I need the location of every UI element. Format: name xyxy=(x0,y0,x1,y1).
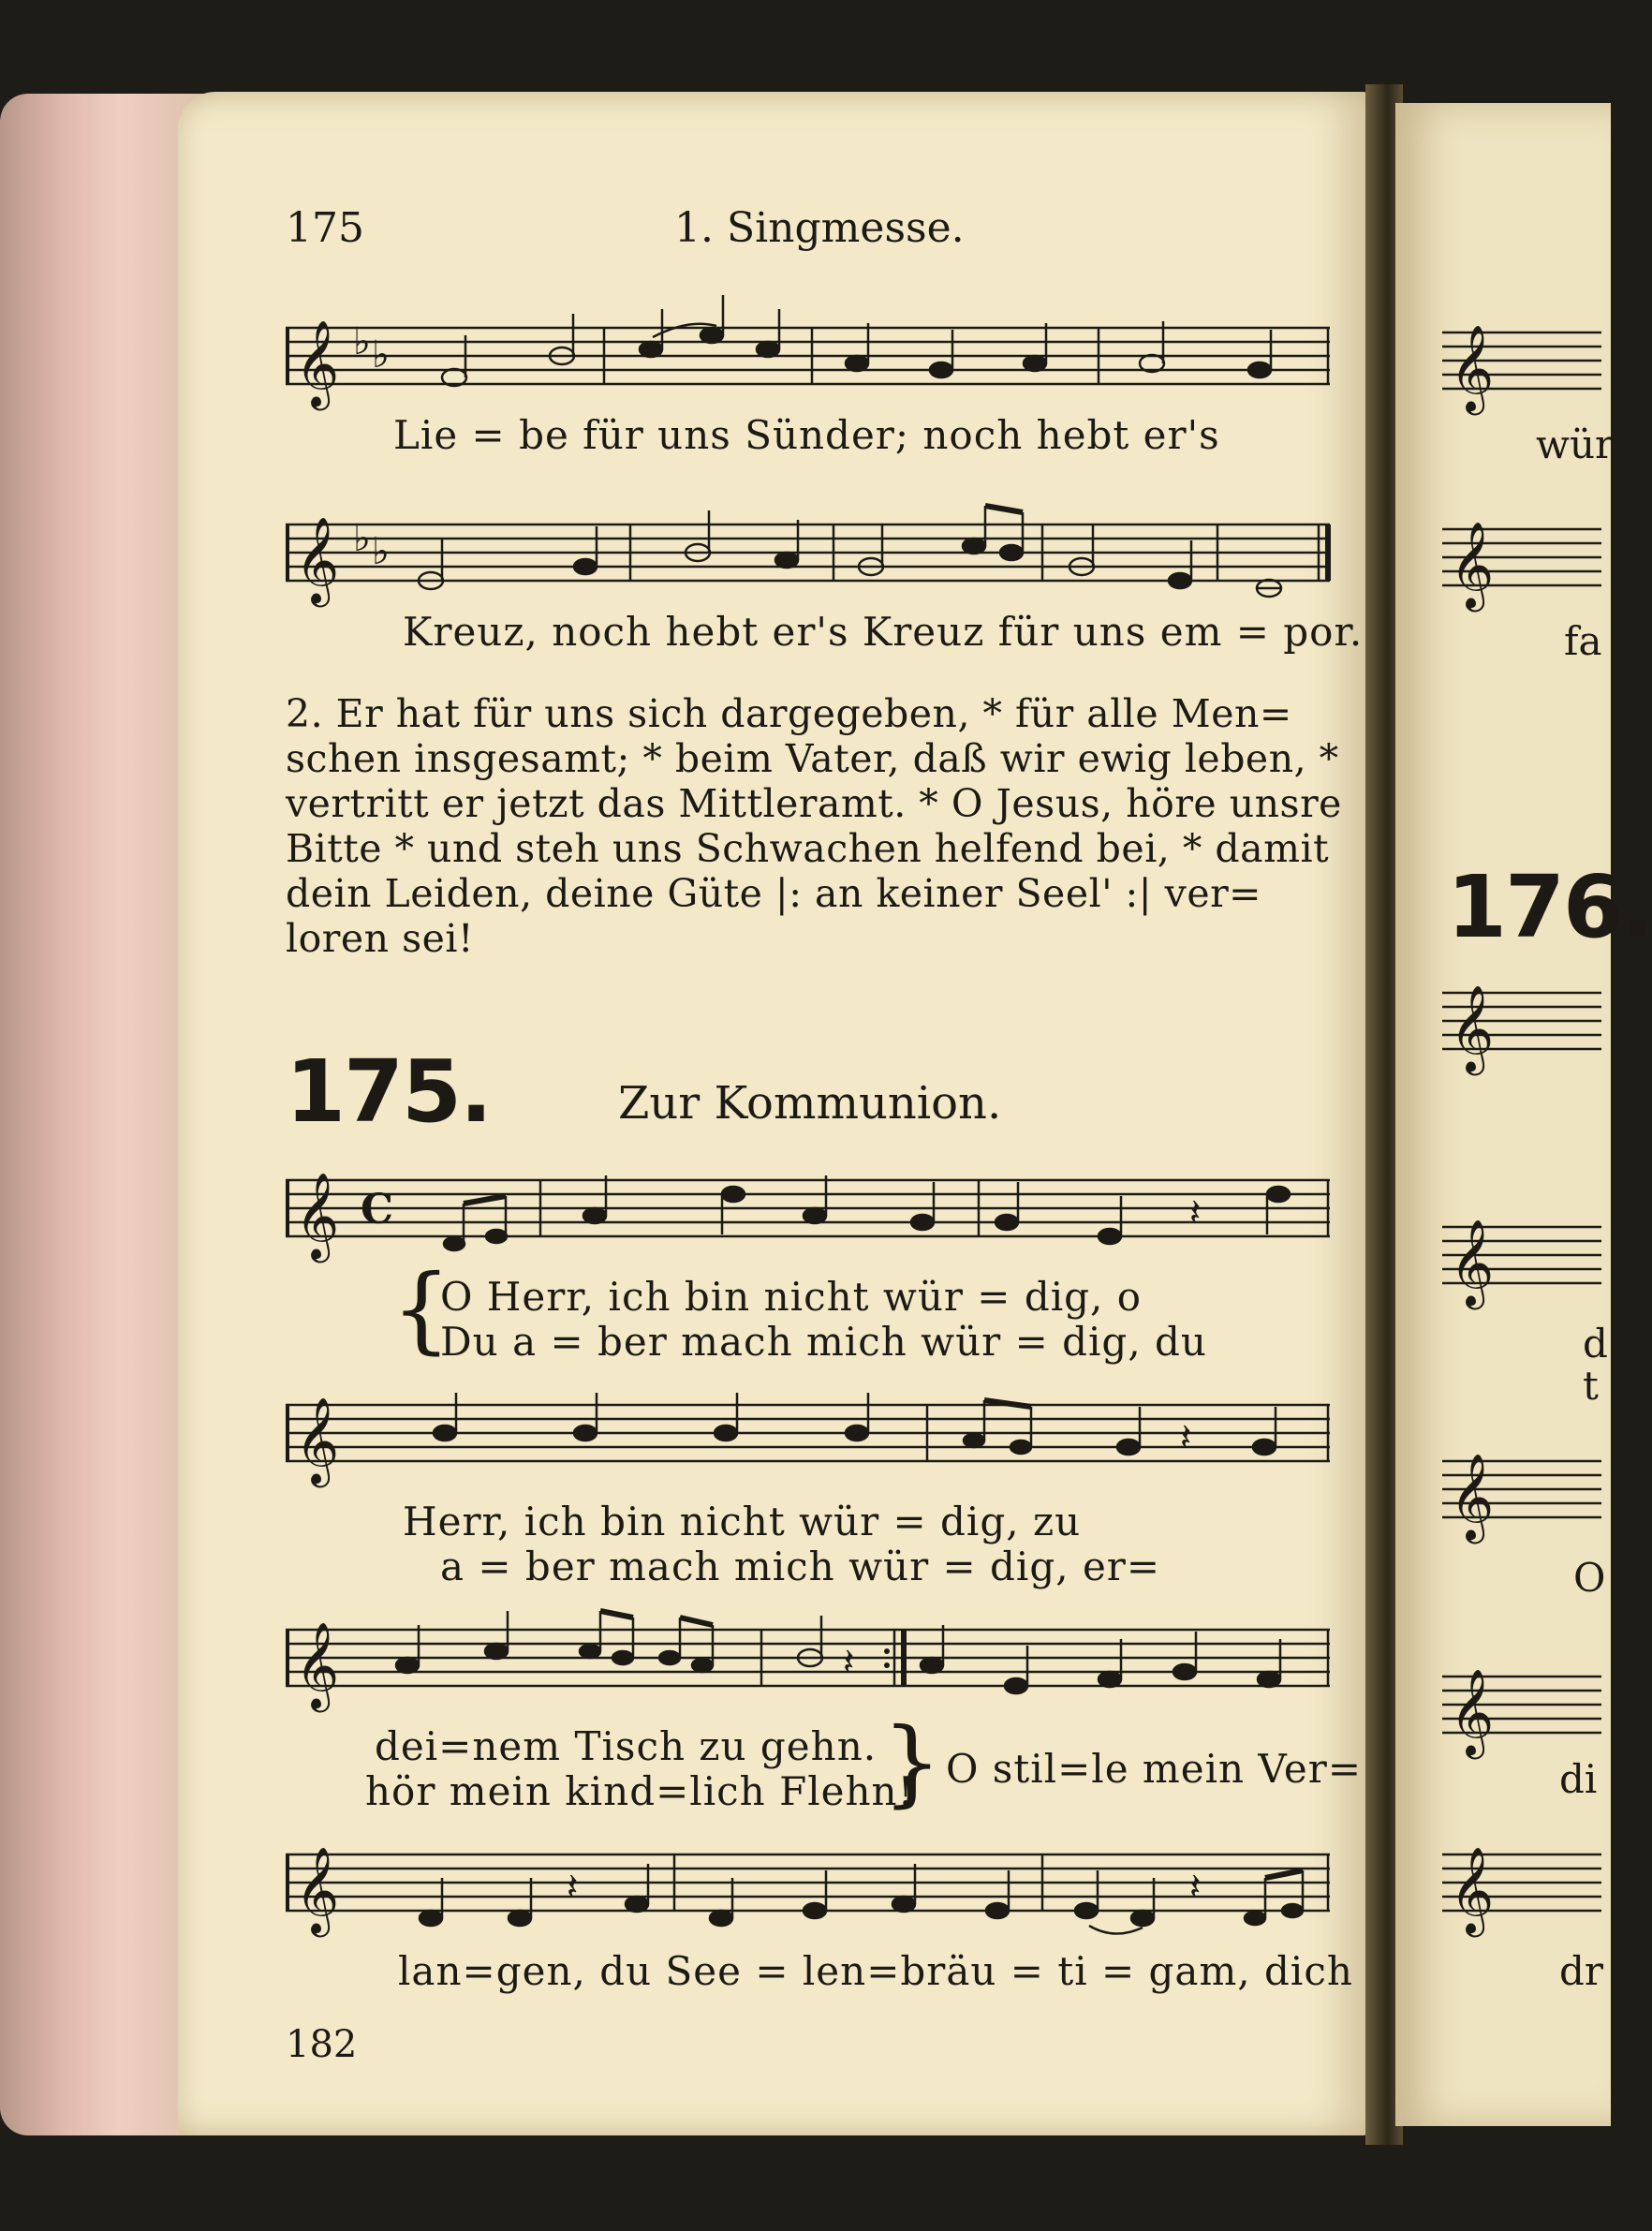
svg-text:𝄞: 𝄞 xyxy=(1450,984,1495,1071)
svg-text:𝄽: 𝄽 xyxy=(567,1866,579,1909)
svg-text:𝄞: 𝄞 xyxy=(295,1396,340,1484)
svg-text:𝄽: 𝄽 xyxy=(1189,1866,1202,1909)
svg-text:𝄞: 𝄞 xyxy=(295,516,340,603)
svg-text:𝄽: 𝄽 xyxy=(1189,1191,1202,1234)
lyric-hymn-1b: Du a = ber mach mich wür = dig, du xyxy=(440,1319,1207,1365)
lyric-line-top-1: Lie = be für uns Sünder; noch hebt er's xyxy=(393,412,1220,458)
verse-line-2: schen insgesamt; * beim Vater, daß wir ewig leben, * xyxy=(286,736,1339,781)
brace-system-5: } xyxy=(882,1707,942,1817)
header-section-title: 1. Singmesse. xyxy=(674,204,965,252)
verse-line-4: Bitte * und steh uns Schwachen helfend bei, * damit xyxy=(286,826,1330,871)
brace-system-3: { xyxy=(391,1254,451,1364)
svg-text:𝄞: 𝄞 xyxy=(295,1172,340,1259)
hymn-title: Zur Kommunion. xyxy=(618,1077,1002,1130)
lyric-hymn-4a: lan=gen, du See = len=bräu = ti = gam, dich xyxy=(398,1948,1353,1994)
right-staff-fragments xyxy=(1442,0,1601,2231)
music-staff-5 xyxy=(286,1611,1330,1723)
lyric-line-top-2: Kreuz, noch hebt er's Kreuz für uns em = por. xyxy=(403,609,1364,655)
svg-text:C: C xyxy=(361,1186,394,1234)
right-fragment-5: O xyxy=(1573,1555,1606,1601)
right-fragment-2: fa xyxy=(1564,618,1602,664)
svg-text:𝄞: 𝄞 xyxy=(1450,521,1495,608)
lyric-hymn-1a: O Herr, ich bin nicht wür = dig, o xyxy=(440,1274,1143,1320)
right-fragment-7: dr xyxy=(1559,1948,1603,1994)
svg-text:𝄞: 𝄞 xyxy=(295,1621,340,1708)
verse-line-6: loren sei! xyxy=(286,916,474,961)
lyric-hymn-2b: a = ber mach mich wür = dig, er= xyxy=(440,1544,1161,1589)
svg-text:𝄞: 𝄞 xyxy=(1450,1219,1495,1306)
music-staff-4 xyxy=(286,1386,1330,1499)
page-number: 182 xyxy=(286,2023,358,2066)
lyric-hymn-3a: dei=nem Tisch zu gehn. xyxy=(375,1723,878,1769)
svg-text:𝄞: 𝄞 xyxy=(1450,1453,1495,1540)
lyric-hymn-2a: Herr, ich bin nicht wür = dig, zu xyxy=(403,1499,1082,1544)
verse-line-5: dein Leiden, deine Güte |: an keiner Seel' :| ver= xyxy=(286,871,1262,916)
verse-line-1: 2. Er hat für uns sich dargegeben, * für alle Men= xyxy=(286,691,1292,736)
svg-text:𝄞: 𝄞 xyxy=(1450,1846,1495,1933)
svg-text:♭: ♭ xyxy=(353,320,371,363)
svg-text:𝄞: 𝄞 xyxy=(1450,324,1495,411)
svg-text:𝄽: 𝄽 xyxy=(843,1641,855,1684)
verse-line-3: vertritt er jetzt das Mittleramt. * O Jesus, höre unsre xyxy=(286,781,1342,826)
right-hymn-number: 176. xyxy=(1447,857,1652,957)
right-fragment-4: t xyxy=(1583,1363,1599,1409)
music-staff-6 xyxy=(286,1836,1330,1948)
right-fragment-6: di xyxy=(1559,1756,1598,1802)
right-fragment-1: wür xyxy=(1536,421,1615,467)
svg-text:𝄞: 𝄞 xyxy=(295,319,340,406)
svg-text:♭: ♭ xyxy=(353,517,371,560)
lyric-hymn-3b: hör mein kind=lich Flehn! xyxy=(365,1768,915,1814)
svg-text:𝄞: 𝄞 xyxy=(1450,1668,1495,1755)
header-page-ref: 175 xyxy=(286,204,364,252)
music-staff-1 xyxy=(286,309,1330,421)
svg-text:♭: ♭ xyxy=(372,530,390,573)
right-fragment-3: d xyxy=(1583,1321,1608,1367)
lyric-hymn-3c: O stil=le mein Ver= xyxy=(946,1746,1363,1792)
svg-text:𝄽: 𝄽 xyxy=(1180,1416,1192,1459)
svg-text:𝄞: 𝄞 xyxy=(295,1846,340,1933)
svg-text:♭: ♭ xyxy=(372,333,390,377)
music-staff-2 xyxy=(286,506,1330,618)
hymn-number: 175. xyxy=(286,1042,491,1142)
